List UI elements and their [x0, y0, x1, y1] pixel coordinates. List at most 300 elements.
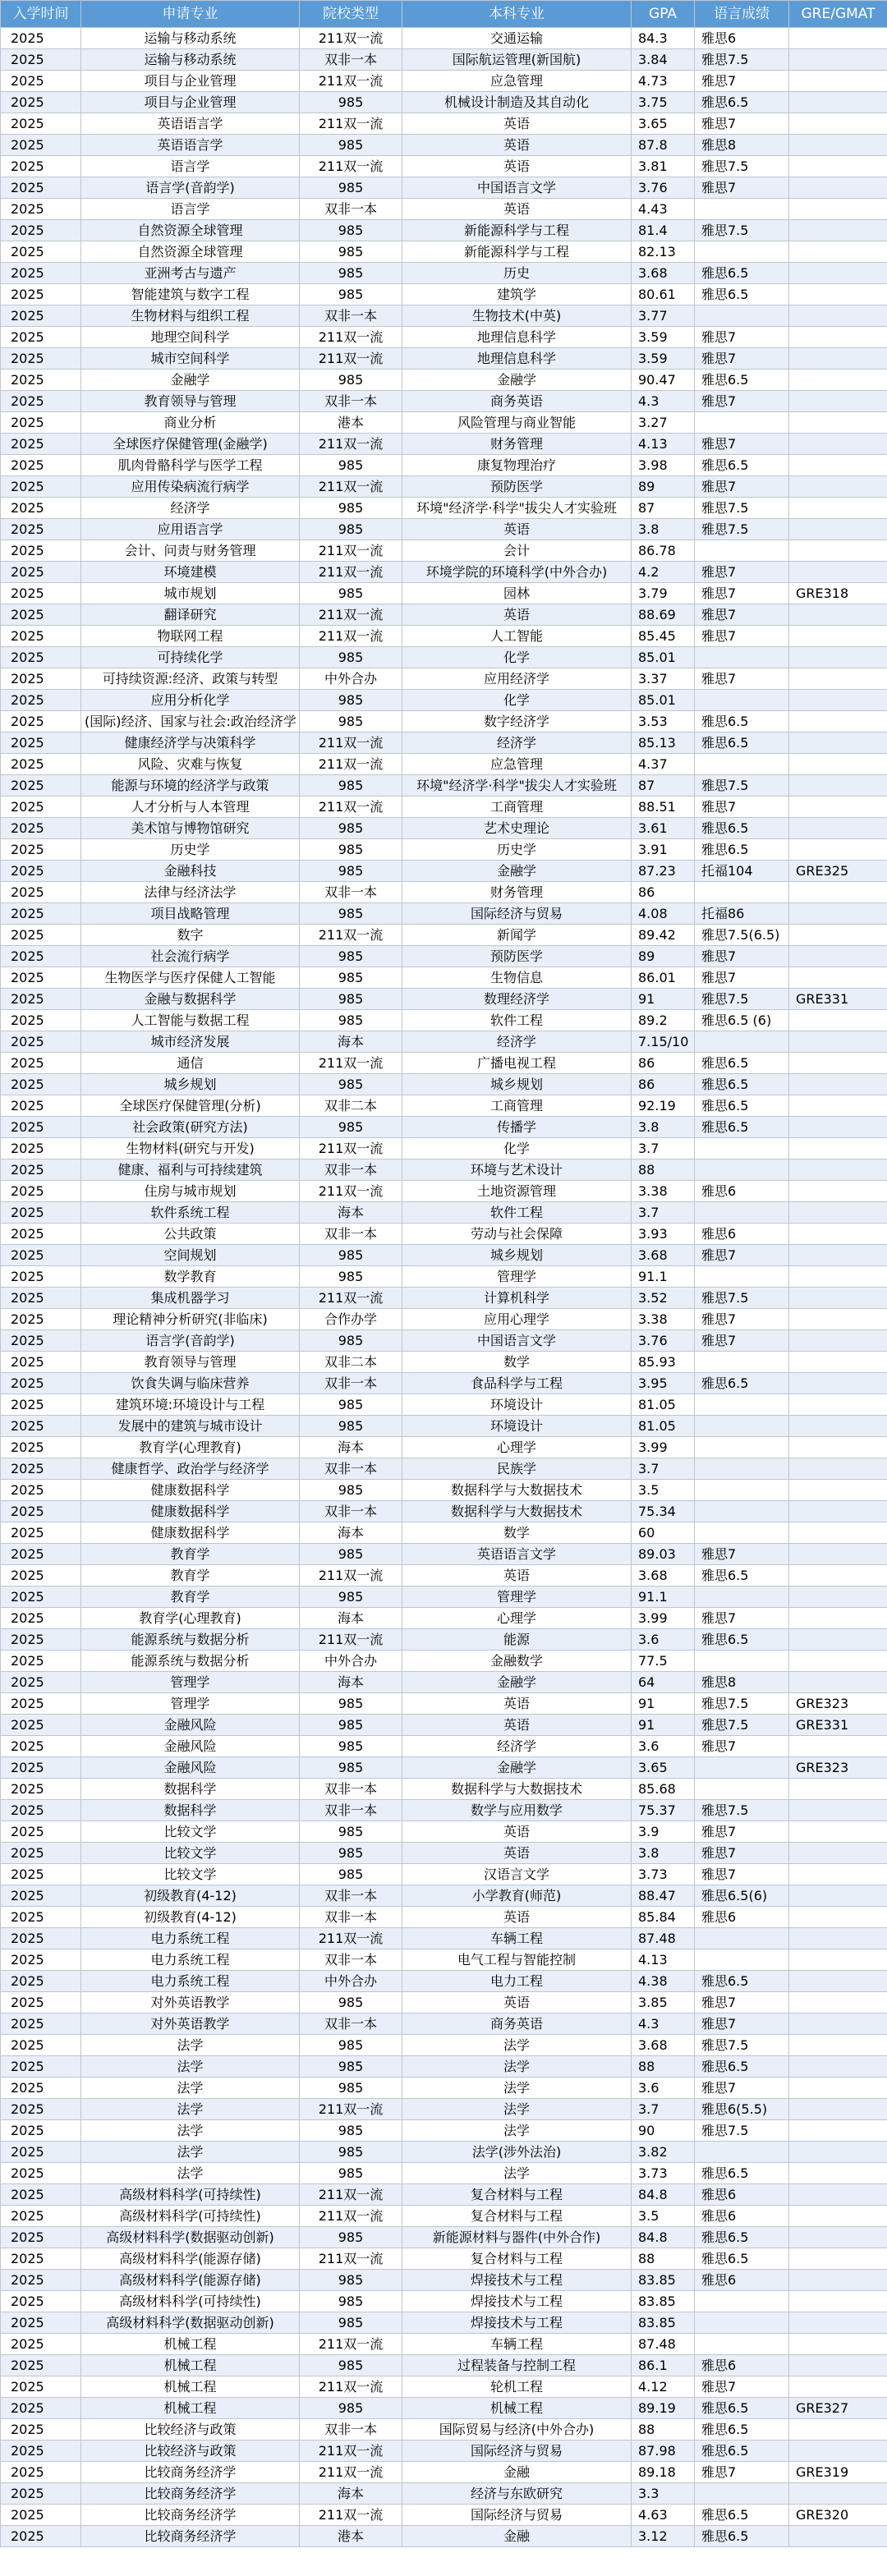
enroll-year-cell: 2025 — [1, 839, 81, 861]
gpa-cell: 77.5 — [632, 1651, 695, 1672]
gpa-cell: 89 — [632, 476, 695, 498]
gre-gmat-cell — [789, 2376, 887, 2398]
undergrad-major-cell: 法学 — [402, 2099, 632, 2120]
table-row — [1, 540, 887, 562]
school-type-cell: 211双一流 — [300, 1138, 402, 1159]
applied-major-cell: 语言学(音韵学) — [81, 177, 300, 199]
enroll-year-cell: 2025 — [1, 604, 81, 626]
enroll-year-cell: 2025 — [1, 1864, 81, 1885]
header-school-type: 院校类型 — [300, 1, 402, 28]
language-score-cell — [695, 1394, 789, 1416]
gre-gmat-cell — [789, 711, 887, 732]
table-row — [1, 967, 887, 989]
applied-major-cell: 翻译研究 — [81, 604, 300, 626]
school-type-cell: 211双一流 — [300, 2248, 402, 2270]
enroll-year-cell: 2025 — [1, 882, 81, 903]
enroll-year-cell: 2025 — [1, 775, 81, 797]
table-row — [1, 1245, 887, 1266]
school-type-cell: 985 — [300, 455, 402, 476]
applied-major-cell: 教育学 — [81, 1544, 300, 1565]
language-score-cell — [695, 1416, 789, 1437]
gre-gmat-cell — [789, 1949, 887, 1971]
school-type-cell: 双非一本 — [300, 1907, 402, 1928]
language-score-cell: 雅思6.5(6) — [695, 1885, 789, 1907]
gre-gmat-cell — [789, 967, 887, 989]
school-type-cell: 985 — [300, 2227, 402, 2248]
enroll-year-cell: 2025 — [1, 540, 81, 562]
undergrad-major-cell: 数学 — [402, 1352, 632, 1373]
applied-major-cell: 健康数据科学 — [81, 1522, 300, 1544]
undergrad-major-cell: 英语 — [402, 199, 632, 220]
gre-gmat-cell: GRE318 — [789, 583, 887, 604]
undergrad-major-cell: 建筑学 — [402, 284, 632, 305]
school-type-cell: 海本 — [300, 1608, 402, 1629]
school-type-cell: 211双一流 — [300, 2462, 402, 2483]
gpa-cell: 86 — [632, 1053, 695, 1074]
gpa-cell: 3.8 — [632, 1117, 695, 1138]
enroll-year-cell: 2025 — [1, 2334, 81, 2355]
table-row — [1, 1757, 887, 1779]
undergrad-major-cell: 新能源科学与工程 — [402, 220, 632, 241]
gpa-cell: 3.68 — [632, 263, 695, 284]
applied-major-cell: 机械工程 — [81, 2398, 300, 2419]
enroll-year-cell: 2025 — [1, 2035, 81, 2056]
undergrad-major-cell: 化学 — [402, 1138, 632, 1159]
gpa-cell: 3.68 — [632, 1565, 695, 1586]
table-row — [1, 1715, 887, 1736]
applied-major-cell: 通信 — [81, 1053, 300, 1074]
gre-gmat-cell — [789, 1971, 887, 1992]
school-type-cell: 双非二本 — [300, 1352, 402, 1373]
school-type-cell: 海本 — [300, 1522, 402, 1544]
table-row — [1, 1629, 887, 1651]
applied-major-cell: 商业分析 — [81, 412, 300, 434]
language-score-cell: 雅思6 — [695, 2206, 789, 2227]
applied-major-cell: 机械工程 — [81, 2355, 300, 2376]
gre-gmat-cell — [789, 1629, 887, 1651]
school-type-cell: 985 — [300, 2270, 402, 2291]
gre-gmat-cell — [789, 284, 887, 305]
table-row — [1, 2206, 887, 2227]
table-row — [1, 241, 887, 263]
table-row — [1, 199, 887, 220]
table-row — [1, 455, 887, 476]
applied-major-cell: 法学 — [81, 2142, 300, 2163]
undergrad-major-cell: 英语 — [402, 519, 632, 540]
school-type-cell: 211双一流 — [300, 1181, 402, 1202]
language-score-cell — [695, 2483, 789, 2505]
table-row — [1, 882, 887, 903]
gre-gmat-cell — [789, 1928, 887, 1949]
undergrad-major-cell: 金融学 — [402, 370, 632, 391]
language-score-cell: 雅思6.5 — [695, 2248, 789, 2270]
school-type-cell: 211双一流 — [300, 476, 402, 498]
language-score-cell: 雅思6.5 — [695, 370, 789, 391]
school-type-cell: 985 — [300, 861, 402, 882]
gpa-cell: 87.98 — [632, 2441, 695, 2462]
language-score-cell: 雅思7 — [695, 2376, 789, 2398]
language-score-cell: 雅思6 — [695, 2355, 789, 2376]
language-score-cell: 雅思7 — [695, 946, 789, 967]
gpa-cell: 89.19 — [632, 2398, 695, 2419]
language-score-cell: 雅思7 — [695, 668, 789, 690]
enroll-year-cell: 2025 — [1, 135, 81, 156]
table-row — [1, 2291, 887, 2312]
enroll-year-cell: 2025 — [1, 1330, 81, 1352]
undergrad-major-cell: 机械设计制造及其自动化 — [402, 92, 632, 113]
gre-gmat-cell — [789, 1074, 887, 1095]
enroll-year-cell: 2025 — [1, 1586, 81, 1608]
applied-major-cell: 项目与企业管理 — [81, 92, 300, 113]
enroll-year-cell: 2025 — [1, 1843, 81, 1864]
undergrad-major-cell: 民族学 — [402, 1458, 632, 1480]
gpa-cell: 85.01 — [632, 647, 695, 668]
undergrad-major-cell: 小学教育(师范) — [402, 1885, 632, 1907]
applied-major-cell: 自然资源全球管理 — [81, 220, 300, 241]
language-score-cell: 雅思7 — [695, 604, 789, 626]
applied-major-cell: 健康数据科学 — [81, 1501, 300, 1522]
gre-gmat-cell — [789, 1907, 887, 1928]
table-row — [1, 754, 887, 775]
enroll-year-cell: 2025 — [1, 1266, 81, 1288]
applied-major-cell: 金融风险 — [81, 1715, 300, 1736]
school-type-cell: 211双一流 — [300, 540, 402, 562]
table-row — [1, 1053, 887, 1074]
header-undergrad-major: 本科专业 — [402, 1, 632, 28]
applied-major-cell: 高级材料科学(能源存储) — [81, 2248, 300, 2270]
enroll-year-cell: 2025 — [1, 2078, 81, 2099]
language-score-cell: 雅思6.5 — [695, 2398, 789, 2419]
gre-gmat-cell — [789, 562, 887, 583]
gre-gmat-cell: GRE331 — [789, 989, 887, 1010]
undergrad-major-cell: 金融 — [402, 2462, 632, 2483]
applied-major-cell: (国际)经济、国家与社会:政治经济学 — [81, 711, 300, 732]
school-type-cell: 211双一流 — [300, 327, 402, 348]
table-row — [1, 1885, 887, 1907]
language-score-cell: 雅思6.5 — [695, 1565, 789, 1586]
gre-gmat-cell: GRE325 — [789, 861, 887, 882]
applied-major-cell: 健康经济学与决策科学 — [81, 732, 300, 754]
header-enroll-year: 入学时间 — [1, 1, 81, 28]
enroll-year-cell: 2025 — [1, 989, 81, 1010]
gre-gmat-cell — [789, 818, 887, 839]
applied-major-cell: 英语语言学 — [81, 135, 300, 156]
language-score-cell: 雅思7 — [695, 1843, 789, 1864]
school-type-cell: 985 — [300, 903, 402, 925]
gpa-cell: 88 — [632, 2419, 695, 2441]
table-row — [1, 647, 887, 668]
undergrad-major-cell: 环境设计 — [402, 1394, 632, 1416]
undergrad-major-cell: 土地资源管理 — [402, 1181, 632, 1202]
school-type-cell: 985 — [300, 2398, 402, 2419]
applied-major-cell: 生物材料(研究与开发) — [81, 1138, 300, 1159]
table-row — [1, 1458, 887, 1480]
table-row — [1, 1736, 887, 1757]
header-applied-major: 申请专业 — [81, 1, 300, 28]
gre-gmat-cell — [789, 1159, 887, 1181]
language-score-cell: 雅思6 — [695, 1224, 789, 1245]
undergrad-major-cell: 应用心理学 — [402, 1309, 632, 1330]
school-type-cell: 211双一流 — [300, 797, 402, 818]
table-row — [1, 2227, 887, 2248]
language-score-cell: 雅思7.5 — [695, 519, 789, 540]
language-score-cell: 雅思7 — [695, 1864, 789, 1885]
language-score-cell: 雅思8 — [695, 1672, 789, 1693]
applied-major-cell: 对外英语教学 — [81, 1992, 300, 2014]
applied-major-cell: 高级材料科学(能源存储) — [81, 2270, 300, 2291]
enroll-year-cell: 2025 — [1, 199, 81, 220]
language-score-cell — [695, 1928, 789, 1949]
table-row — [1, 1309, 887, 1330]
school-type-cell: 211双一流 — [300, 2206, 402, 2227]
table-row — [1, 1095, 887, 1117]
school-type-cell: 985 — [300, 92, 402, 113]
language-score-cell — [695, 647, 789, 668]
school-type-cell: 211双一流 — [300, 1928, 402, 1949]
gpa-cell: 3.76 — [632, 1330, 695, 1352]
language-score-cell: 雅思7 — [695, 177, 789, 199]
table-row — [1, 1074, 887, 1095]
gpa-cell: 89.03 — [632, 1544, 695, 1565]
enroll-year-cell: 2025 — [1, 711, 81, 732]
undergrad-major-cell: 食品科学与工程 — [402, 1373, 632, 1394]
undergrad-major-cell: 过程装备与控制工程 — [402, 2355, 632, 2376]
gre-gmat-cell — [789, 1779, 887, 1800]
table-row — [1, 1288, 887, 1309]
enroll-year-cell: 2025 — [1, 1800, 81, 1821]
enroll-year-cell: 2025 — [1, 690, 81, 711]
applied-major-cell: 物联网工程 — [81, 626, 300, 647]
applied-major-cell: 语言学(音韵学) — [81, 1330, 300, 1352]
undergrad-major-cell: 经济学 — [402, 1031, 632, 1053]
undergrad-major-cell: 英语 — [402, 1821, 632, 1843]
applied-major-cell: 城市空间科学 — [81, 348, 300, 370]
gre-gmat-cell — [789, 199, 887, 220]
enroll-year-cell: 2025 — [1, 1885, 81, 1907]
language-score-cell: 雅思7 — [695, 562, 789, 583]
school-type-cell: 双非一本 — [300, 1224, 402, 1245]
school-type-cell: 985 — [300, 1416, 402, 1437]
gre-gmat-cell — [789, 797, 887, 818]
applied-major-cell: 数据科学 — [81, 1779, 300, 1800]
language-score-cell: 雅思6.5 — [695, 732, 789, 754]
gpa-cell: 3.65 — [632, 1757, 695, 1779]
language-score-cell: 雅思7.5 — [695, 498, 789, 519]
gre-gmat-cell — [789, 1202, 887, 1224]
gpa-cell: 3.98 — [632, 455, 695, 476]
enroll-year-cell: 2025 — [1, 754, 81, 775]
gpa-cell: 85.01 — [632, 690, 695, 711]
gre-gmat-cell — [789, 647, 887, 668]
school-type-cell: 985 — [300, 177, 402, 199]
table-row — [1, 2035, 887, 2056]
gpa-cell: 87.23 — [632, 861, 695, 882]
gre-gmat-cell — [789, 135, 887, 156]
gre-gmat-cell — [789, 1458, 887, 1480]
enroll-year-cell: 2025 — [1, 327, 81, 348]
undergrad-major-cell: 国际经济与贸易 — [402, 2441, 632, 2462]
enroll-year-cell: 2025 — [1, 861, 81, 882]
gpa-cell: 3.95 — [632, 1373, 695, 1394]
gre-gmat-cell — [789, 1245, 887, 1266]
language-score-cell — [695, 1501, 789, 1522]
enroll-year-cell: 2025 — [1, 1928, 81, 1949]
undergrad-major-cell: 法学 — [402, 2163, 632, 2184]
language-score-cell: 雅思7 — [695, 391, 789, 412]
gpa-cell: 85.68 — [632, 1779, 695, 1800]
table-row — [1, 412, 887, 434]
applied-major-cell: 比较商务经济学 — [81, 2462, 300, 2483]
table-row — [1, 1202, 887, 1224]
language-score-cell: 雅思6.5 — [695, 839, 789, 861]
table-row — [1, 2270, 887, 2291]
enroll-year-cell: 2025 — [1, 2227, 81, 2248]
applied-major-cell: 法学 — [81, 2099, 300, 2120]
school-type-cell: 211双一流 — [300, 626, 402, 647]
applied-major-cell: 生物材料与组织工程 — [81, 305, 300, 327]
applied-major-cell: 数学教育 — [81, 1266, 300, 1288]
table-row — [1, 2398, 887, 2419]
undergrad-major-cell: 能源 — [402, 1629, 632, 1651]
school-type-cell: 985 — [300, 498, 402, 519]
school-type-cell: 双非一本 — [300, 1779, 402, 1800]
applied-major-cell: 智能建筑与数字工程 — [81, 284, 300, 305]
language-score-cell: 雅思6 — [695, 1907, 789, 1928]
gre-gmat-cell — [789, 1373, 887, 1394]
school-type-cell: 985 — [300, 1757, 402, 1779]
enroll-year-cell: 2025 — [1, 946, 81, 967]
gpa-cell: 3.68 — [632, 2035, 695, 2056]
language-score-cell: 雅思7 — [695, 434, 789, 455]
applied-major-cell: 可持续资源:经济、政策与转型 — [81, 668, 300, 690]
applied-major-cell: 全球医疗保健管理(分析) — [81, 1095, 300, 1117]
gre-gmat-cell — [789, 305, 887, 327]
undergrad-major-cell: 焊接技术与工程 — [402, 2291, 632, 2312]
undergrad-major-cell: 生物技术(中英) — [402, 305, 632, 327]
school-type-cell: 211双一流 — [300, 28, 402, 49]
table-row — [1, 2142, 887, 2163]
gpa-cell: 84.8 — [632, 2184, 695, 2206]
school-type-cell: 211双一流 — [300, 71, 402, 92]
undergrad-major-cell: 复合材料与工程 — [402, 2184, 632, 2206]
gre-gmat-cell — [789, 327, 887, 348]
language-score-cell: 雅思7 — [695, 967, 789, 989]
applied-major-cell: 空间规划 — [81, 1245, 300, 1266]
language-score-cell: 雅思6 — [695, 28, 789, 49]
applied-major-cell: 生物医学与医疗保健人工智能 — [81, 967, 300, 989]
undergrad-major-cell: 财务管理 — [402, 882, 632, 903]
table-row — [1, 2099, 887, 2120]
gpa-cell: 83.85 — [632, 2270, 695, 2291]
gpa-cell: 3.75 — [632, 92, 695, 113]
enroll-year-cell: 2025 — [1, 1288, 81, 1309]
language-score-cell: 雅思7.5 — [695, 156, 789, 177]
gre-gmat-cell: GRE331 — [789, 1715, 887, 1736]
undergrad-major-cell: 环境与艺术设计 — [402, 1159, 632, 1181]
school-type-cell: 985 — [300, 135, 402, 156]
gre-gmat-cell — [789, 2206, 887, 2227]
undergrad-major-cell: 新闻学 — [402, 925, 632, 946]
gre-gmat-cell — [789, 1352, 887, 1373]
applied-major-cell: 教育学 — [81, 1565, 300, 1586]
enroll-year-cell: 2025 — [1, 92, 81, 113]
enroll-year-cell: 2025 — [1, 1544, 81, 1565]
enroll-year-cell: 2025 — [1, 2483, 81, 2505]
language-score-cell: 雅思7 — [695, 1544, 789, 1565]
school-type-cell: 双非二本 — [300, 1095, 402, 1117]
applied-major-cell: 电力系统工程 — [81, 1949, 300, 1971]
gre-gmat-cell — [789, 1181, 887, 1202]
gpa-cell: 3.73 — [632, 1864, 695, 1885]
undergrad-major-cell: 预防医学 — [402, 476, 632, 498]
gre-gmat-cell — [789, 1800, 887, 1821]
gpa-cell: 89.18 — [632, 2462, 695, 2483]
gpa-cell: 81.4 — [632, 220, 695, 241]
undergrad-major-cell: 英语 — [402, 135, 632, 156]
undergrad-major-cell: 法学 — [402, 2078, 632, 2099]
applied-major-cell: 比较文学 — [81, 1843, 300, 1864]
gpa-cell: 90.47 — [632, 370, 695, 391]
undergrad-major-cell: 车辆工程 — [402, 2334, 632, 2355]
enroll-year-cell: 2025 — [1, 1053, 81, 1074]
language-score-cell: 雅思6.5 — [695, 2163, 789, 2184]
table-row — [1, 1224, 887, 1245]
language-score-cell: 雅思6.5 — [695, 1629, 789, 1651]
applied-major-cell: 社会流行病学 — [81, 946, 300, 967]
enroll-year-cell: 2025 — [1, 1138, 81, 1159]
school-type-cell: 双非一本 — [300, 1373, 402, 1394]
table-row — [1, 2355, 887, 2376]
applied-major-cell: 风险、灾难与恢复 — [81, 754, 300, 775]
language-score-cell: 雅思6.5 — [695, 2505, 789, 2526]
enroll-year-cell: 2025 — [1, 1736, 81, 1757]
applied-major-cell: 住房与城市规划 — [81, 1181, 300, 1202]
language-score-cell: 雅思7 — [695, 1608, 789, 1629]
school-type-cell: 985 — [300, 1480, 402, 1501]
applied-major-cell: 数据科学 — [81, 1800, 300, 1821]
table-row — [1, 327, 887, 348]
school-type-cell: 211双一流 — [300, 2505, 402, 2526]
school-type-cell: 985 — [300, 1843, 402, 1864]
enroll-year-cell: 2025 — [1, 220, 81, 241]
gpa-cell: 85.93 — [632, 1352, 695, 1373]
language-score-cell: 托福86 — [695, 903, 789, 925]
gpa-cell: 3.85 — [632, 1992, 695, 2014]
gre-gmat-cell — [789, 626, 887, 647]
enroll-year-cell: 2025 — [1, 1992, 81, 2014]
enroll-year-cell: 2025 — [1, 1373, 81, 1394]
undergrad-major-cell: 英语 — [402, 1693, 632, 1715]
enroll-year-cell: 2025 — [1, 348, 81, 370]
undergrad-major-cell: 复合材料与工程 — [402, 2206, 632, 2227]
applied-major-cell: 法学 — [81, 2035, 300, 2056]
applied-major-cell: 饮食失调与临床营养 — [81, 1373, 300, 1394]
gpa-cell: 4.63 — [632, 2505, 695, 2526]
language-score-cell — [695, 1202, 789, 1224]
language-score-cell: 雅思7 — [695, 2078, 789, 2099]
gre-gmat-cell — [789, 1437, 887, 1458]
gre-gmat-cell — [789, 92, 887, 113]
undergrad-major-cell: 环境"经济学·科学"拔尖人才实验班 — [402, 775, 632, 797]
applied-major-cell: 建筑环境:环境设计与工程 — [81, 1394, 300, 1416]
school-type-cell: 双非一本 — [300, 391, 402, 412]
language-score-cell: 雅思6.5 — [695, 455, 789, 476]
undergrad-major-cell: 地理信息科学 — [402, 348, 632, 370]
school-type-cell: 海本 — [300, 1202, 402, 1224]
enroll-year-cell: 2025 — [1, 967, 81, 989]
applied-major-cell: 软件系统工程 — [81, 1202, 300, 1224]
undergrad-major-cell: 软件工程 — [402, 1010, 632, 1031]
